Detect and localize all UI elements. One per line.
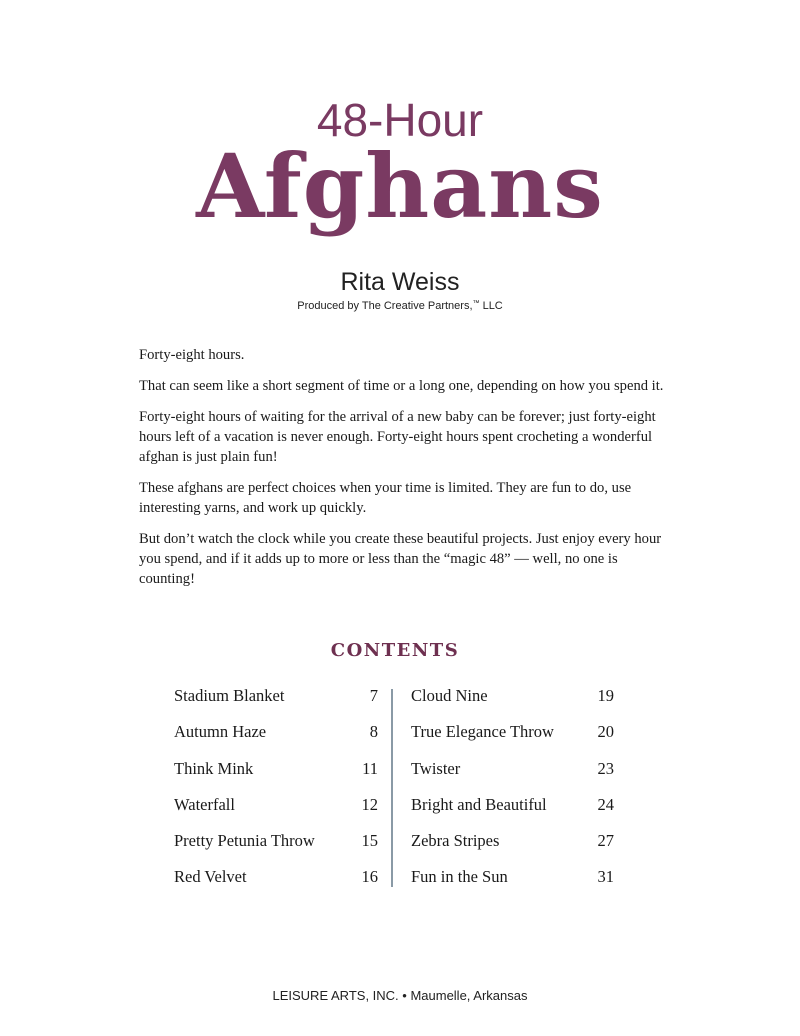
toc-entry-title: Waterfall bbox=[174, 794, 235, 814]
author-name: Rita Weiss bbox=[340, 268, 460, 296]
toc-entry-title: Autumn Haze bbox=[174, 722, 267, 742]
toc-entry-page: 27 bbox=[597, 831, 614, 851]
title-subtitle: 48-Hour bbox=[316, 94, 484, 146]
intro-paragraph: These afghans are perfect choices when your time is limited. They are fun to do, use interesting yarns, and work up quickly. bbox=[139, 480, 632, 516]
toc-right-column bbox=[411, 684, 614, 902]
toc-entry-page: 11 bbox=[362, 758, 378, 778]
toc-entry bbox=[411, 757, 614, 793]
toc-entry-title: Zebra Stripes bbox=[411, 831, 500, 851]
toc-entry bbox=[174, 865, 378, 901]
toc-entry-page: 16 bbox=[361, 867, 378, 887]
toc-column-divider bbox=[391, 689, 393, 887]
toc-entry bbox=[411, 720, 614, 756]
producer-text: Produced by The Creative Partners, bbox=[297, 300, 473, 312]
title-main: Afghans bbox=[196, 134, 604, 238]
toc-entry bbox=[411, 865, 614, 901]
intro-paragraph: Forty-eight hours of waiting for the arrival of a new baby can be forever; just forty-eight hours left of a vacation is never enough. Forty-eight hours spent crocheting a wonderful afghan is just plain fun! bbox=[139, 409, 656, 465]
toc-entry-title: Think Mink bbox=[174, 758, 254, 778]
intro-paragraph: But don’t watch the clock while you create these beautiful projects. Just enjoy every hour you spend, and if it adds up to more or less than the “magic 48” — well, no one is counting! bbox=[139, 531, 662, 587]
toc-entry bbox=[174, 793, 378, 829]
producer-credit bbox=[0, 300, 800, 312]
toc-entry bbox=[411, 793, 614, 829]
toc-left-column bbox=[174, 684, 378, 902]
toc-entry-page: 15 bbox=[361, 831, 378, 851]
toc-entry-page: 20 bbox=[597, 722, 614, 742]
toc-entry-title: Bright and Beautiful bbox=[411, 794, 547, 814]
intro-paragraph: Forty-eight hours. bbox=[139, 347, 245, 363]
toc-entry-title: Cloud Nine bbox=[411, 686, 488, 705]
toc-entry bbox=[411, 684, 614, 720]
toc-entry bbox=[174, 684, 378, 720]
toc-entry-title: True Elegance Throw bbox=[411, 722, 554, 742]
contents-heading: CONTENTS bbox=[330, 640, 460, 661]
intro-text bbox=[139, 345, 669, 600]
toc-entry-page: 31 bbox=[597, 867, 614, 887]
intro-paragraph: That can seem like a short segment of time or a long one, depending on how you spend it. bbox=[139, 378, 664, 394]
toc-entry-title: Red Velvet bbox=[174, 867, 247, 887]
toc-entry-page: 23 bbox=[597, 758, 614, 778]
toc-entry-page: 24 bbox=[597, 794, 614, 814]
producer-suffix: LLC bbox=[479, 300, 503, 312]
toc-entry-page: 8 bbox=[369, 722, 378, 742]
trademark-symbol: ™ bbox=[472, 300, 480, 307]
toc-entry bbox=[174, 829, 378, 865]
toc-entry bbox=[411, 829, 614, 865]
toc-entry-title: Twister bbox=[411, 758, 461, 778]
toc-entry bbox=[174, 757, 378, 793]
toc-entry-page: 7 bbox=[369, 686, 378, 705]
toc-entry-page: 19 bbox=[597, 686, 614, 705]
toc-entry-title: Fun in the Sun bbox=[411, 867, 508, 887]
toc-entry-title: Stadium Blanket bbox=[174, 686, 285, 705]
toc-entry-title: Pretty Petunia Throw bbox=[174, 831, 315, 851]
toc-entry-page: 12 bbox=[361, 794, 378, 814]
publisher-footer: LEISURE ARTS, INC. • Maumelle, Arkansas bbox=[272, 988, 528, 1003]
toc-entry bbox=[174, 720, 378, 756]
